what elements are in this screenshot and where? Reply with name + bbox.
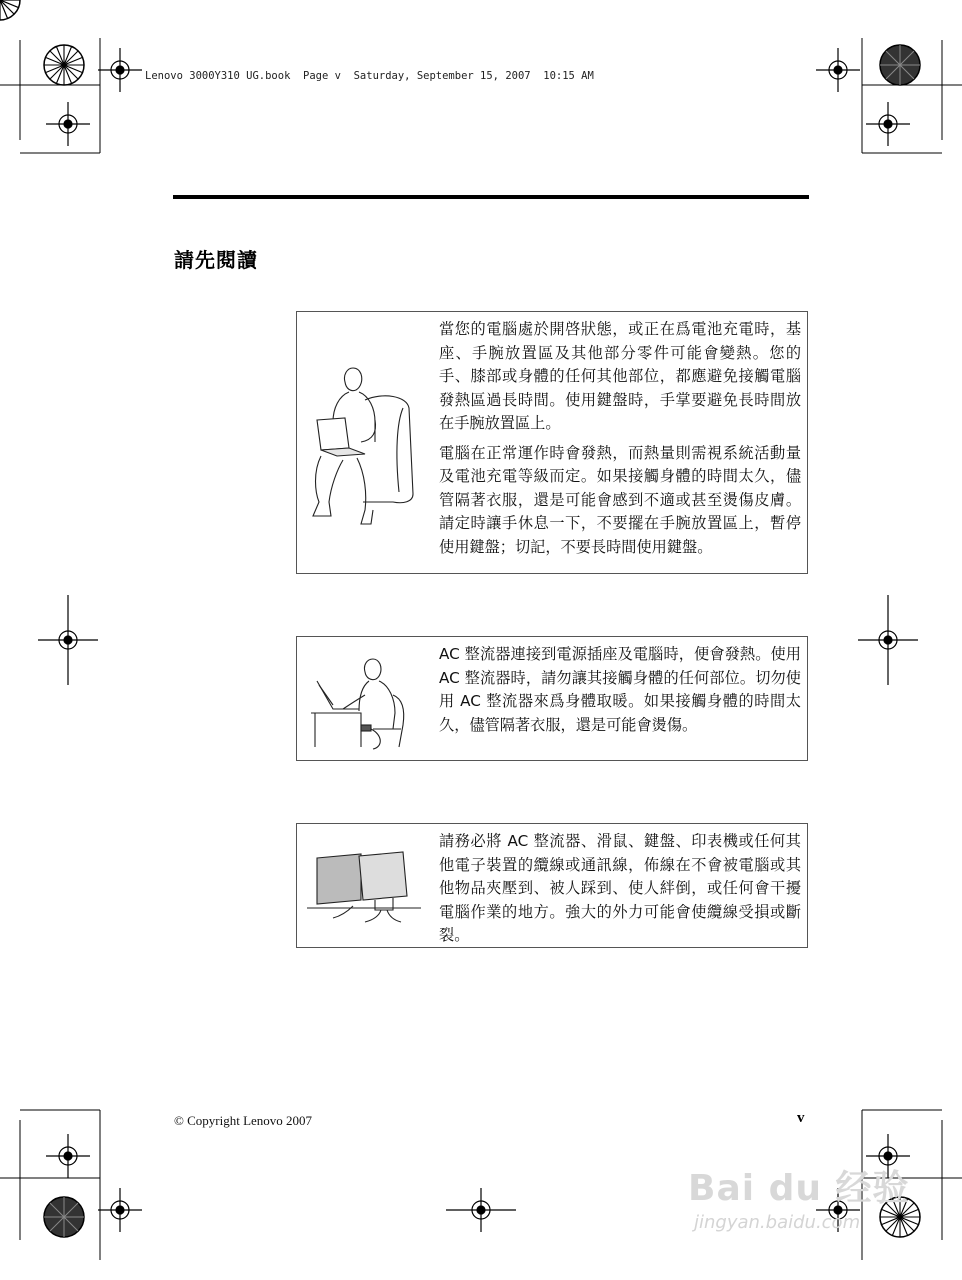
person-typing-at-desk-illustration — [303, 655, 425, 751]
notice-box-ac-adapter-heat — [296, 636, 808, 761]
print-slug-header: Lenovo 3000Y310 UG.book Page v Saturday, September 15, 2007 10:15 AM — [145, 70, 594, 82]
notice-text-paragraph: AC 整流器連接到電源插座及電腦時，便會發熱。使用 AC 整流器時，請勿讓其接觸身體的任何部位。切勿使用 AC 整流器來爲身體取暖。如果接觸身體的時間太久，儘管隔著衣服，還是可能會燙傷。 — [439, 645, 801, 734]
page-title: 請先閱讀 — [174, 248, 258, 272]
copyright-footer: © Copyright Lenovo 2007 — [174, 1113, 313, 1128]
monitor-cables-illustration — [303, 848, 425, 928]
person-laptop-on-lap-illustration — [303, 362, 425, 527]
notice-text-paragraph: 電腦在正常運作時會發熱，而熱量則需視系統活動量及電池充電等級而定。如果接觸身體的時間太久，儘管隔著衣服，還是可能會感到不適或甚至燙傷皮膚。請定時讓手休息一下，不要擺在手腕放置區上，暫停使用鍵盤；切記，不要長時間使用鍵盤。 — [439, 443, 801, 556]
header-rule — [173, 195, 809, 199]
baidu-watermark-logo: Bai du 经验 — [688, 1168, 910, 1209]
notice-text-paragraph: 請務必將 AC 整流器、滑鼠、鍵盤、印表機或任何其他電子裝置的纜線或通訊線，佈線在不會被電腦或其他物品夾壓到、被人踩到、使人絆倒，或任何會干擾電腦作業的地方。強大的外力可能會使纜線受損或斷裂。 — [439, 832, 801, 944]
baidu-watermark-url: jingyan.baidu.com — [694, 1212, 861, 1233]
notice-box-heat-lap — [296, 311, 808, 574]
notice-text-paragraph: 當您的電腦處於開啓狀態，或正在爲電池充電時，基座、手腕放置區及其他部分零件可能會變熱。您的手、膝部或身體的任何其他部位，都應避免接觸電腦發熱區過長時間。使用鍵盤時，手掌要避免長時間放在手腕放置區上。 — [439, 320, 801, 432]
page-number: v — [797, 1110, 805, 1126]
notice-box-cable-routing — [296, 823, 808, 948]
